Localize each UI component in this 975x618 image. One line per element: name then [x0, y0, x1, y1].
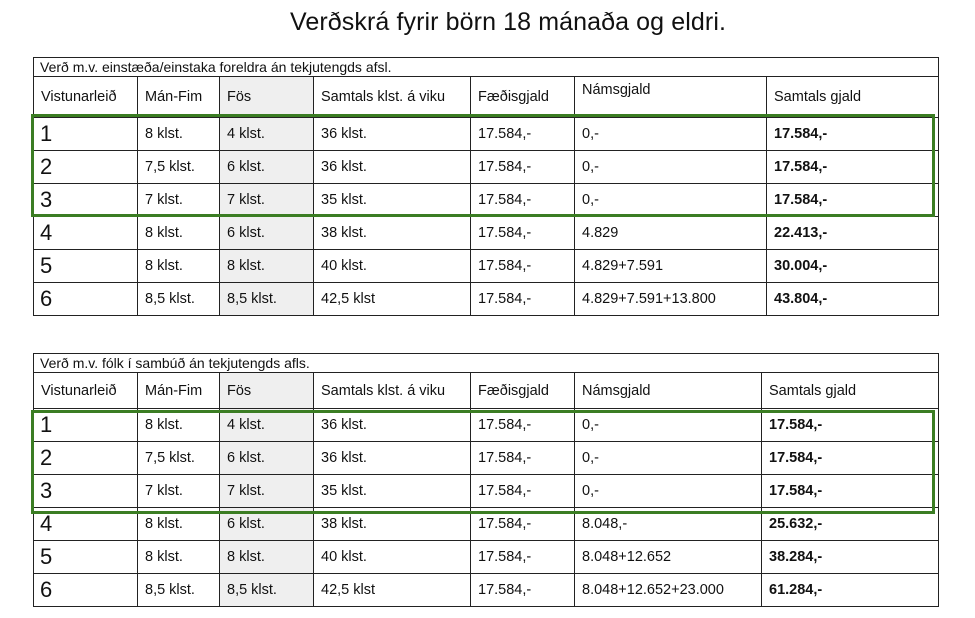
cell-namsgjald: 8.048+12.652 [575, 541, 762, 574]
cell-fos: 6 klst. [220, 442, 314, 475]
cell-namsgjald: 4.829+7.591 [575, 250, 767, 283]
cell-samtals-gjald: 25.632,- [762, 508, 939, 541]
table-row [34, 250, 939, 283]
cell-namsgjald: 0,- [575, 184, 767, 217]
cell-samtals-gjald: 17.584,- [767, 118, 939, 151]
col-header-faedisgjald: Fæðisgjald [471, 77, 575, 118]
cell-vistunarleid: 5 [34, 541, 138, 574]
cell-samtals-klst: 42,5 klst [314, 574, 471, 607]
cell-samtals-gjald: 38.284,- [762, 541, 939, 574]
cell-samtals-gjald: 22.413,- [767, 217, 939, 250]
table-row [34, 409, 939, 442]
table-row [34, 508, 939, 541]
cell-vistunarleid: 3 [34, 475, 138, 508]
table-row [34, 442, 939, 475]
cell-samtals-klst: 40 klst. [314, 541, 471, 574]
cell-man-fim: 8 klst. [138, 250, 220, 283]
cell-faedisgjald: 17.584,- [471, 442, 575, 475]
cell-namsgjald: 0,- [575, 475, 762, 508]
table-row [34, 118, 939, 151]
cell-samtals-klst: 36 klst. [314, 409, 471, 442]
cell-fos: 7 klst. [220, 184, 314, 217]
cell-vistunarleid: 5 [34, 250, 138, 283]
cell-man-fim: 8,5 klst. [138, 283, 220, 316]
cell-fos: 6 klst. [220, 508, 314, 541]
cell-vistunarleid: 4 [34, 217, 138, 250]
cell-man-fim: 8 klst. [138, 508, 220, 541]
col-header-fos: Fös [220, 373, 314, 409]
table-row [34, 475, 939, 508]
cell-fos: 4 klst. [220, 409, 314, 442]
col-header-samtals-gjald: Samtals gjald [762, 373, 939, 409]
cell-fos: 8 klst. [220, 250, 314, 283]
table-caption: Verð m.v. fólk í sambúð án tekjutengds afls. [34, 354, 939, 373]
cell-namsgjald: 0,- [575, 442, 762, 475]
cell-samtals-gjald: 17.584,- [767, 151, 939, 184]
cell-fos: 8,5 klst. [220, 283, 314, 316]
price-table-single-parent [33, 57, 939, 316]
table-row [34, 217, 939, 250]
cell-vistunarleid: 3 [34, 184, 138, 217]
cell-faedisgjald: 17.584,- [471, 541, 575, 574]
cell-samtals-gjald: 17.584,- [762, 409, 939, 442]
cell-man-fim: 8 klst. [138, 409, 220, 442]
cell-fos: 6 klst. [220, 217, 314, 250]
cell-samtals-gjald: 61.284,- [762, 574, 939, 607]
cell-faedisgjald: 17.584,- [471, 184, 575, 217]
price-table-cohabiting [33, 353, 939, 607]
cell-samtals-klst: 36 klst. [314, 151, 471, 184]
cell-faedisgjald: 17.584,- [471, 475, 575, 508]
cell-samtals-klst: 35 klst. [314, 184, 471, 217]
cell-vistunarleid: 4 [34, 508, 138, 541]
cell-fos: 4 klst. [220, 118, 314, 151]
cell-faedisgjald: 17.584,- [471, 118, 575, 151]
cell-vistunarleid: 1 [34, 409, 138, 442]
col-header-man-fim: Mán-Fim [138, 77, 220, 118]
cell-namsgjald: 0,- [575, 409, 762, 442]
cell-man-fim: 8 klst. [138, 217, 220, 250]
col-header-man-fim: Mán-Fim [138, 373, 220, 409]
cell-namsgjald: 8.048+12.652+23.000 [575, 574, 762, 607]
cell-samtals-gjald: 17.584,- [762, 442, 939, 475]
cell-vistunarleid: 2 [34, 442, 138, 475]
cell-faedisgjald: 17.584,- [471, 508, 575, 541]
cell-vistunarleid: 2 [34, 151, 138, 184]
cell-faedisgjald: 17.584,- [471, 250, 575, 283]
table-row [34, 184, 939, 217]
cell-namsgjald: 0,- [575, 151, 767, 184]
cell-samtals-gjald: 43.804,- [767, 283, 939, 316]
col-header-samtals-klst: Samtals klst. á viku [314, 373, 471, 409]
cell-namsgjald: 8.048,- [575, 508, 762, 541]
title-period: . [718, 8, 727, 36]
table-caption: Verð m.v. einstæða/einstaka foreldra án tekjutengds afsl. [34, 58, 939, 77]
cell-namsgjald: 0,- [575, 118, 767, 151]
cell-vistunarleid: 1 [34, 118, 138, 151]
cell-namsgjald: 4.829+7.591+13.800 [575, 283, 767, 316]
table-row [34, 283, 939, 316]
table-header-row [34, 373, 939, 409]
col-header-fos: Fös [220, 77, 314, 118]
col-header-namsgjald: Námsgjald [575, 373, 762, 409]
cell-man-fim: 7,5 klst. [138, 151, 220, 184]
cell-samtals-klst: 40 klst. [314, 250, 471, 283]
cell-faedisgjald: 17.584,- [471, 574, 575, 607]
cell-faedisgjald: 17.584,- [471, 409, 575, 442]
col-header-vistunarleid: Vistunarleið [34, 77, 138, 118]
cell-samtals-klst: 36 klst. [314, 442, 471, 475]
cell-samtals-gjald: 17.584,- [767, 184, 939, 217]
cell-man-fim: 7,5 klst. [138, 442, 220, 475]
cell-samtals-gjald: 17.584,- [762, 475, 939, 508]
cell-fos: 6 klst. [220, 151, 314, 184]
cell-samtals-gjald: 30.004,- [767, 250, 939, 283]
cell-namsgjald: 4.829 [575, 217, 767, 250]
cell-samtals-klst: 35 klst. [314, 475, 471, 508]
table-row [34, 541, 939, 574]
table-row [34, 151, 939, 184]
table-row [34, 574, 939, 607]
cell-man-fim: 8 klst. [138, 541, 220, 574]
cell-fos: 7 klst. [220, 475, 314, 508]
col-header-samtals-gjald: Samtals gjald [767, 77, 939, 118]
cell-samtals-klst: 38 klst. [314, 508, 471, 541]
cell-faedisgjald: 17.584,- [471, 151, 575, 184]
cell-samtals-klst: 36 klst. [314, 118, 471, 151]
col-header-samtals-klst: Samtals klst. á viku [314, 77, 471, 118]
table-header-row [34, 77, 939, 118]
col-header-faedisgjald: Fæðisgjald [471, 373, 575, 409]
col-header-namsgjald: Námsgjald [575, 77, 767, 118]
cell-man-fim: 8,5 klst. [138, 574, 220, 607]
cell-man-fim: 8 klst. [138, 118, 220, 151]
cell-faedisgjald: 17.584,- [471, 283, 575, 316]
table-caption-row [34, 58, 939, 77]
cell-vistunarleid: 6 [34, 283, 138, 316]
page-title [0, 8, 975, 37]
cell-fos: 8 klst. [220, 541, 314, 574]
cell-samtals-klst: 42,5 klst [314, 283, 471, 316]
cell-fos: 8,5 klst. [220, 574, 314, 607]
cell-man-fim: 7 klst. [138, 184, 220, 217]
cell-vistunarleid: 6 [34, 574, 138, 607]
cell-man-fim: 7 klst. [138, 475, 220, 508]
cell-samtals-klst: 38 klst. [314, 217, 471, 250]
title-text: Verðskrá fyrir börn 18 mánaða og eldri [289, 8, 719, 36]
table-caption-row [34, 354, 939, 373]
cell-faedisgjald: 17.584,- [471, 217, 575, 250]
col-header-vistunarleid: Vistunarleið [34, 373, 138, 409]
